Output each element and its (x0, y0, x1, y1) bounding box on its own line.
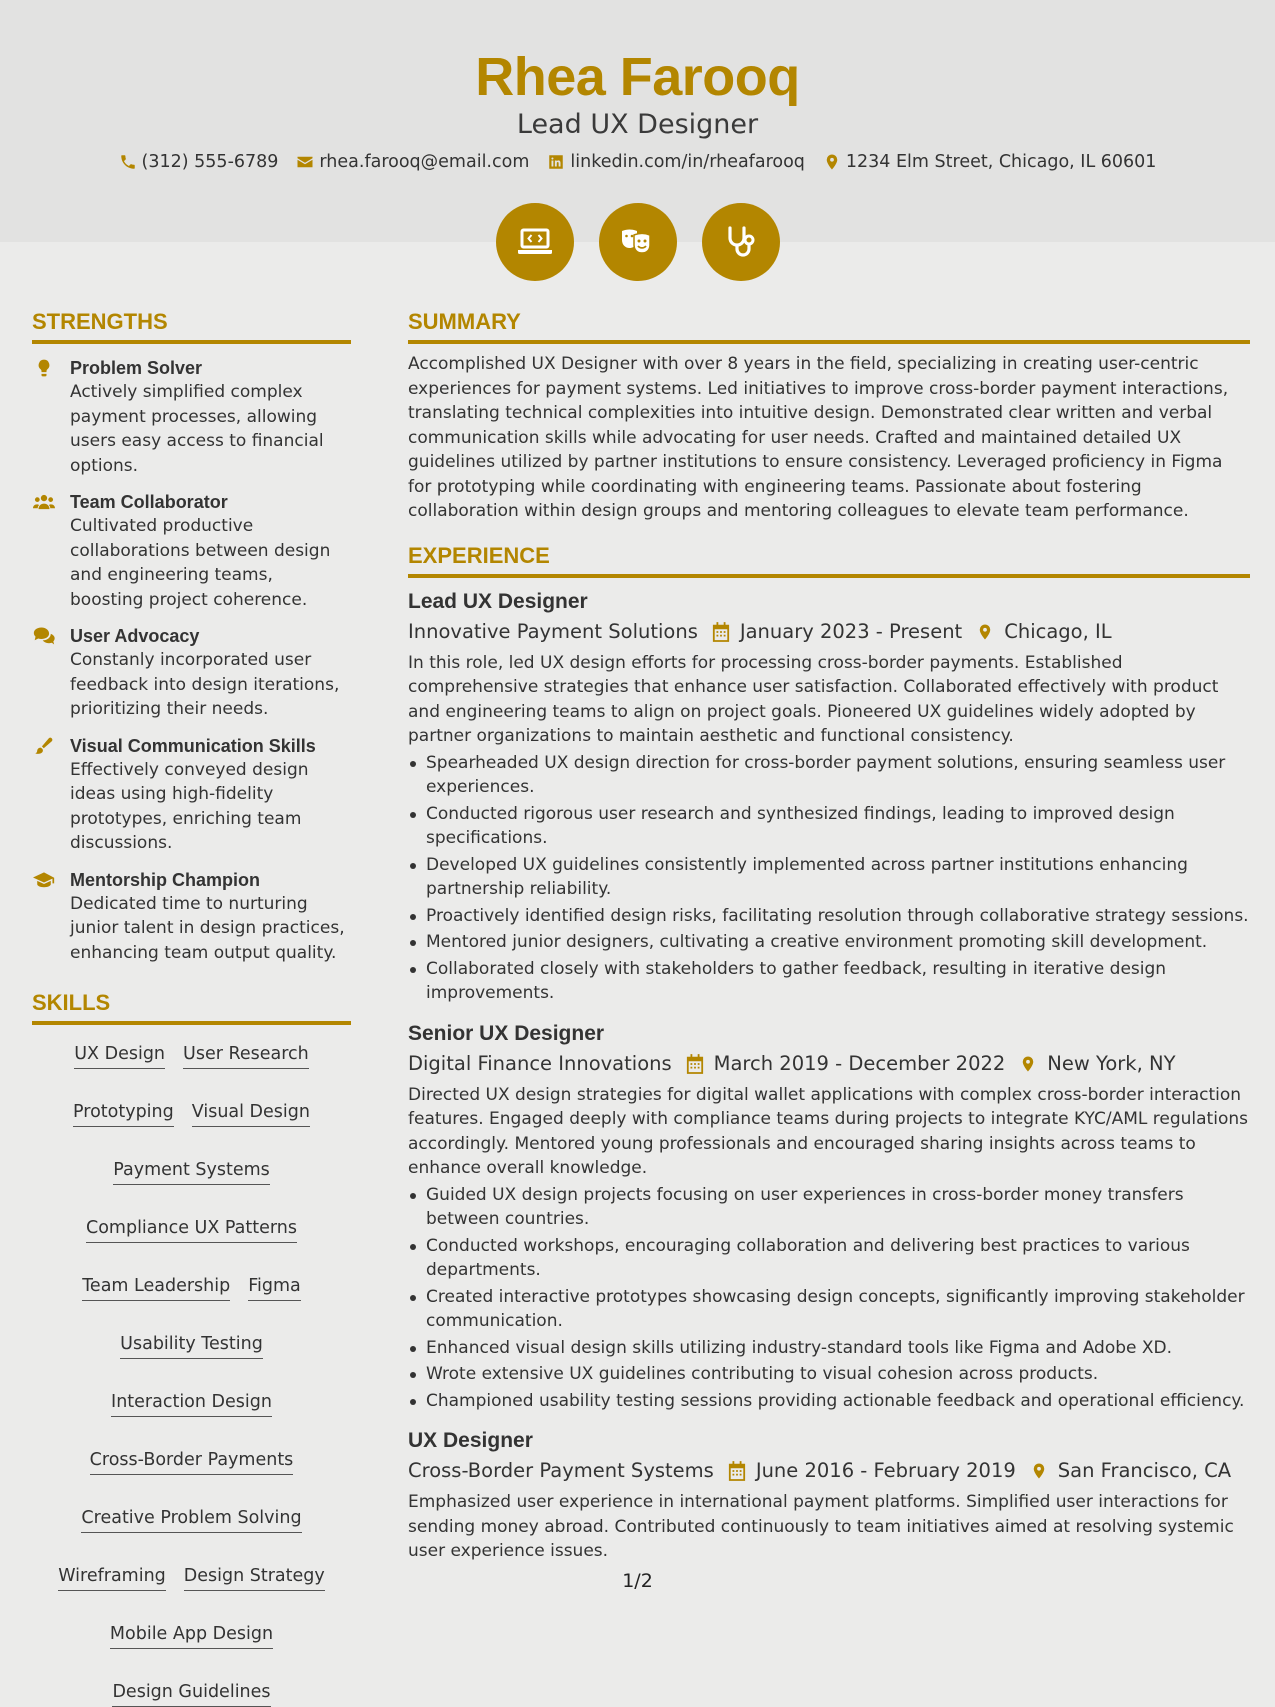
skill-tag: Payment Systems (113, 1159, 270, 1185)
map-marker-icon (1019, 1054, 1037, 1074)
job-bullet: Enhanced visual design skills utilizing industry-standard tools like Figma and Adobe XD. (408, 1336, 1250, 1361)
job-description: Emphasized user experience in international payment platforms. Simplified user interactions for sending money abroad. Contributed continuously to team initiatives aimed at resolving systemic user experience issues. (408, 1492, 1234, 1561)
job-dates: March 2019 - December 2022 (713, 1051, 1006, 1075)
phone-text: (312) 555-6789 (141, 152, 279, 172)
stethoscope-icon (720, 221, 762, 263)
strengths-heading: STRENGTHS (32, 308, 351, 344)
envelope-icon (296, 153, 314, 171)
skills-list (32, 1043, 351, 1707)
strength-name: Visual Communication Skills (70, 735, 316, 756)
company-name: Innovative Payment Solutions (408, 619, 698, 643)
company-name: Digital Finance Innovations (408, 1051, 672, 1075)
skill-tag: Wireframing (58, 1565, 166, 1591)
strength-name: Team Collaborator (70, 492, 228, 512)
users-icon (33, 492, 55, 512)
job-bullets (408, 751, 1250, 1006)
skill-tag: Mobile App Design (110, 1623, 273, 1649)
strength-item (32, 356, 351, 478)
contact-linkedin[interactable] (547, 152, 805, 172)
job-dates: January 2023 - Present (739, 619, 963, 643)
candidate-title: Lead UX Designer (516, 109, 759, 140)
job-location: New York, NY (1047, 1051, 1176, 1075)
job-dates: June 2016 - February 2019 (755, 1459, 1016, 1482)
theater-masks-icon (617, 221, 659, 263)
job-bullet: Spearheaded UX design direction for cross-border payment solutions, ensuring seamless user experiences. (408, 751, 1250, 800)
skill-tag: User Research (183, 1043, 309, 1069)
skill-tag: Design Guidelines (112, 1681, 270, 1707)
strength-desc: Effectively conveyed design ideas using high-fidelity prototypes, enriching team discussions. (70, 759, 309, 853)
strength-item (32, 490, 351, 612)
strength-name: Problem Solver (70, 358, 203, 378)
map-marker-icon (976, 622, 994, 642)
job-description: Directed UX design strategies for digital wallet applications with complex cross-border interaction features. Engaged deeply with compliance teams during projects to integrate KYC/AML regulations accordingly. Mentored young professionals and encouraged sharing insights across teams to enhance overall knowledge. (408, 1084, 1248, 1178)
job-meta (408, 1051, 1250, 1077)
contact-address (823, 152, 1157, 172)
email-text: rhea.farooq@email.com (319, 152, 530, 172)
job-entry (408, 1427, 1250, 1564)
skill-tag: Cross-Border Payments (90, 1449, 294, 1475)
left-column (32, 308, 351, 1707)
skill-tag: Team Leadership (82, 1275, 230, 1301)
contact-phone[interactable] (119, 152, 279, 172)
company-name: Cross-Border Payment Systems (408, 1459, 714, 1482)
strength-item (32, 868, 351, 966)
job-bullet: Developed UX guidelines consistently implemented across partner institutions enhancing partnership reliability. (408, 853, 1250, 902)
hobby-badge-medical (702, 203, 780, 281)
strength-desc: Dedicated time to nurturing junior talent in design practices, enhancing team output quality. (70, 893, 345, 963)
skills-heading: SKILLS (32, 989, 351, 1025)
job-entry (408, 588, 1250, 1006)
strength-name: Mentorship Champion (70, 869, 260, 890)
phone-icon (119, 153, 137, 171)
skill-tag: Compliance UX Patterns (86, 1217, 297, 1243)
hobby-icons (0, 203, 1275, 281)
job-bullet: Created interactive prototypes showcasing design concepts, significantly improving stakeholder communication. (408, 1285, 1250, 1334)
calendar-icon (712, 622, 730, 642)
job-location: San Francisco, CA (1057, 1459, 1232, 1482)
skill-tag: Visual Design (192, 1101, 310, 1127)
strength-name: User Advocacy (70, 626, 200, 646)
address-text: 1234 Elm Street, Chicago, IL 60601 (845, 152, 1157, 172)
summary-text: Accomplished UX Designer with over 8 years in the field, specializing in creating user-centric experiences for payment systems. Led initiatives to improve cross-border payment interactions, translating technical complexities into intuitive design. Demonstrated clear written and verbal communication skills while advocating for user needs. Crafted and maintained detailed UX guidelines utilized by partner institutions to ensure consistency. Leveraged proficiency in Figma for prototyping while coordinating with engineering teams. Passionate about fostering collaboration within design groups and mentoring colleagues to elevate team performance. (408, 354, 1229, 521)
right-column (408, 308, 1250, 1564)
job-bullet: Conducted workshops, encouraging collaboration and delivering best practices to various departments. (408, 1234, 1250, 1283)
job-meta (408, 619, 1250, 645)
job-title: UX Designer (408, 1429, 533, 1452)
linkedin-icon (547, 153, 565, 171)
contact-bar (0, 152, 1275, 172)
map-marker-icon (823, 153, 841, 171)
skill-tag: Interaction Design (111, 1391, 272, 1417)
strength-desc: Constanly incorporated user feedback into design iterations, prioritizing their needs. (70, 650, 340, 719)
linkedin-text: linkedin.com/in/rheafarooq (570, 152, 805, 172)
skill-tag: UX Design (74, 1043, 165, 1069)
job-description: In this role, led UX design efforts for processing cross-border payments. Established comprehensive strategies that enhance user satisfaction. Collaborated effectively with product and engineering teams to align on project goals. Pioneered UX guidelines widely adopted by partner organizations to maintain aesthetic and functional consistency. (408, 652, 1219, 746)
calendar-icon (728, 1461, 746, 1481)
strength-desc: Cultivated productive collaborations between design and engineering teams, boosting project coherence. (70, 516, 331, 610)
map-marker-icon (1030, 1461, 1048, 1481)
page-number: 1/2 (622, 1570, 653, 1592)
comments-icon (33, 626, 55, 646)
strength-item (32, 734, 351, 856)
graduation-cap-icon (33, 870, 55, 890)
job-bullet: Guided UX design projects focusing on user experiences in cross-border money transfers between countries. (408, 1183, 1250, 1232)
job-bullet: Proactively identified design risks, facilitating resolution through collaborative strategy sessions. (408, 904, 1250, 929)
job-bullet: Collaborated closely with stakeholders to gather feedback, resulting in iterative design improvements. (408, 957, 1250, 1006)
summary-heading: SUMMARY (408, 308, 1250, 344)
hobby-badge-theater (599, 203, 677, 281)
experience-heading: EXPERIENCE (408, 542, 1250, 578)
strength-item (32, 624, 351, 722)
job-bullet: Championed usability testing sessions providing actionable feedback and operational efficiency. (408, 1389, 1250, 1414)
lightbulb-icon (33, 358, 55, 378)
job-bullet: Mentored junior designers, cultivating a creative environment promoting skill development. (408, 930, 1250, 955)
job-location: Chicago, IL (1004, 619, 1112, 643)
hobby-badge-coding (496, 203, 574, 281)
laptop-code-icon (514, 221, 556, 263)
skill-tag: Creative Problem Solving (81, 1507, 301, 1533)
job-meta (408, 1458, 1250, 1484)
job-title: Lead UX Designer (408, 589, 588, 613)
job-bullet: Conducted rigorous user research and synthesized findings, leading to improved design specifications. (408, 802, 1250, 851)
contact-email[interactable] (296, 152, 529, 172)
candidate-name: Rhea Farooq (475, 47, 800, 107)
skill-tag: Design Strategy (184, 1565, 325, 1591)
calendar-icon (686, 1054, 704, 1074)
skill-tag: Figma (248, 1275, 301, 1301)
skill-tag: Usability Testing (120, 1333, 263, 1359)
job-bullet: Wrote extensive UX guidelines contributing to visual cohesion across products. (408, 1362, 1250, 1387)
job-entry (408, 1020, 1250, 1414)
strength-desc: Actively simplified complex payment processes, allowing users easy access to financial options. (70, 382, 324, 476)
job-title: Senior UX Designer (408, 1021, 605, 1045)
skill-tag: Prototyping (73, 1101, 174, 1127)
paint-brush-icon (33, 736, 55, 756)
job-bullets (408, 1183, 1250, 1414)
